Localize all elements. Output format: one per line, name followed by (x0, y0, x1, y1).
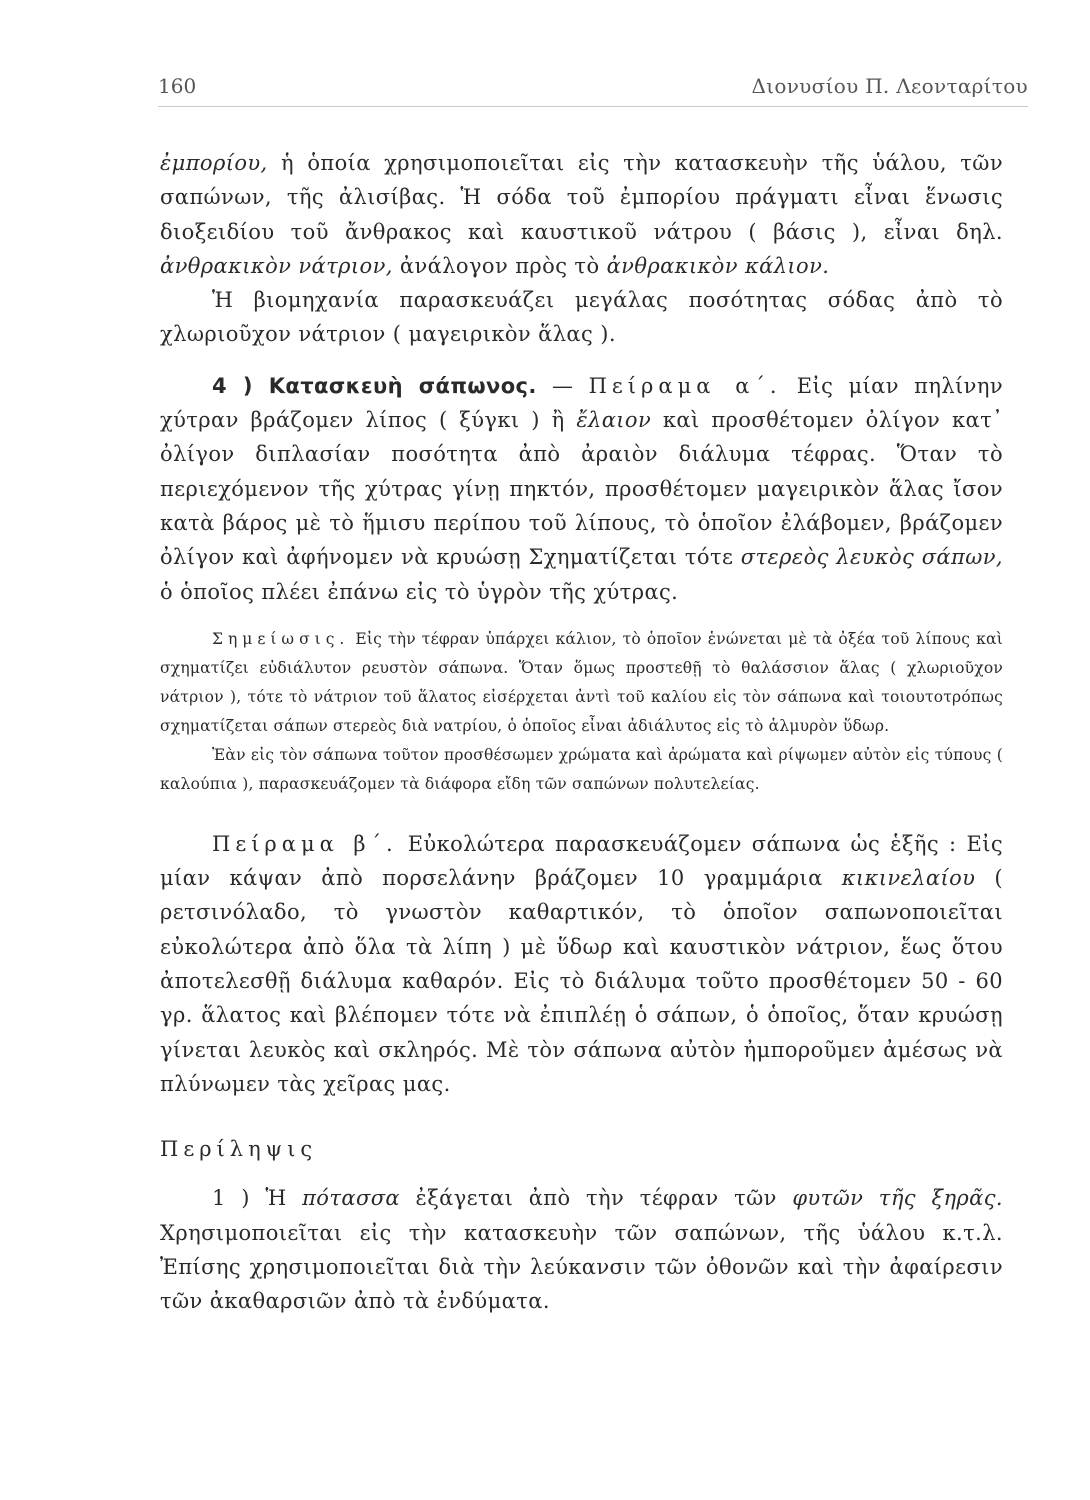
text-run: Εἰς τὴν τέφραν ὑπάρχει κάλιον, τὸ ὁποῖον ἑνώνεται μὲ τὰ ὀξέα τοῦ λίπους καὶ σχηματίζει εὐδιάλυτον ρευστὸν σάπωνα. Ὅταν ὅμως προστεθῇ τὸ θαλάσσιον ἅλας ( χλωριοῦχον νάτριον ), τότε τὸ νάτριον τοῦ ἅλατος εἰσέρχεται ἀντὶ τοῦ καλίου εἰς τὸν σάπωνα καὶ τοιουτοτρόπως σχηματίζεται σάπων στερεὸς διὰ νατρίου, ὁ ὁποῖος εἶναι ἀδιάλυτος εἰς τὸ ἁλμυρὸν ὕδωρ. (160, 629, 1003, 735)
paragraph-soap-section (160, 369, 1003, 609)
italic-text: ἀνθρακικὸν κάλιον. (606, 253, 830, 278)
italic-text: κικινελαίου (841, 866, 976, 891)
section-title: 4 ) Κατασκευὴ σάπωνος. (212, 373, 537, 398)
italic-text: ἔλαιον (576, 408, 652, 433)
summary-heading: Περίληψις (160, 1137, 318, 1162)
experiment-label: Πείραμα β΄. (212, 831, 398, 856)
text-run: καὶ προσθέτομεν ὀλίγον κατ᾽ ὀλίγον διπλασίαν ποσότητα ἀπὸ ἀραιὸν διάλυμα τέφρας. Ὅταν τὸ περιεχόμενον τῆς χύτρας γίνῃ πηκτόν, προσθέτομεν μαγειρικὸν ἅλας ἴσον κατὰ βάρος μὲ τὸ ἥμισυ περίπου τοῦ λίπους, τὸ ὁποῖον ἐλάβομεν, βράζομεν ὀλίγον καὶ ἀφήνομεν νὰ κρυώσῃ Σχηματίζεται τότε (160, 408, 1003, 570)
text-run: ὁ ὁποῖος πλέει ἐπάνω εἰς τὸ ὑγρὸν τῆς χύτρας. (160, 579, 679, 604)
italic-text: στερεὸς λευκὸς σάπων, (740, 545, 1003, 570)
page-body (160, 146, 1003, 1318)
italic-text: ἐμπορίου, (160, 151, 268, 175)
note-paragraph-2: Ἐὰν εἰς τὸν σάπωνα τοῦτον προσθέσωμεν χρώματα καὶ ἀρώματα καὶ ρίψωμεν αὐτὸν εἰς τύπους ( καλούπια ), παρασκευάζομεν τὰ διάφορα εἴδη τῶν σαπώνων πολυτελείας. (160, 745, 1003, 793)
text-run: 1 ) Ἡ (212, 1186, 303, 1211)
paragraph-industry: Ἡ βιομηχανία παρασκευάζει μεγάλας ποσότητας σόδας ἀπὸ τὸ χλωριοῦχον νάτριον ( μαγειρικὸν ἅλας ). (160, 288, 1003, 347)
italic-text: ἀνθρακικὸν νάτριον, (160, 253, 393, 278)
text-run: Εἰς μίαν πηλίνην χύτραν βράζομεν λίπος ( ξύγκι ) ἢ (160, 373, 1003, 433)
note-paragraph (160, 625, 1003, 741)
text-run: Εὐκολώτερα παρασκευάζομεν σάπωνα ὡς ἑξῆς : Εἰς μίαν κάψαν ἀπὸ πορσελάνην βράζομεν 10 γραμμάρια (160, 831, 1003, 891)
text-run: ( ρετσινόλαδο, τὸ γνωστὸν καθαρτικόν, τὸ ὁποῖον σαπωνοποιεῖται εὐκολώτερα ἀπὸ ὅλα τὰ λίπη ) μὲ ὕδωρ καὶ καυστικὸν νάτριον, ἕως ὅτου ἀποτελεσθῇ διάλυμα καθαρόν. Εἰς τὸ διάλυμα τοῦτο προσθέτομεν 50 - 60 γρ. ἅλατος καὶ βλέπομεν τότε νὰ ἐπιπλέῃ ὁ σάπων, ὁ ὁποῖος, ὅταν κρυώσῃ γίνεται λευκὸς καὶ σκληρός. Μὲ τὸν σάπωνα αὐτὸν ἠμποροῦμεν ἀμέσως νὰ πλύνωμεν τὰς χεῖρας μας. (160, 866, 1003, 1096)
dash: — (536, 373, 589, 398)
text-run: ἀνάλογον πρὸς τὸ (392, 253, 607, 278)
text-run: ἐξάγεται ἀπὸ τὴν τέφραν τῶν (400, 1186, 793, 1211)
text-run: Χρησιμοποιεῖται εἰς τὴν κατασκευὴν τῶν σαπώνων, τῆς ὑάλου κ.τ.λ. Ἐπίσης χρησιμοποιεῖται διὰ τὴν λεύκανσιν τῶν ὀθονῶν καὶ τὴν ἀφαίρεσιν τῶν ἀκαθαρσιῶν ἀπὸ τὰ ἐνδύματα. (160, 1220, 1003, 1314)
italic-text: φυτῶν τῆς ξηρᾶς. (792, 1186, 1003, 1211)
italic-text: πότασσα (302, 1186, 401, 1211)
page-number: 160 (158, 74, 197, 98)
paragraph-soda (160, 146, 1003, 283)
page-header (158, 74, 1028, 107)
experiment-label: Πείραμα α΄. (588, 373, 782, 398)
running-title: Διονυσίου Π. Λεονταρίτου (751, 74, 1028, 98)
text-run: ἡ ὁποία χρησιμοποιεῖται εἰς τὴν κατασκευὴν τῆς ὑάλου, τῶν σαπώνων, τῆς ἀλισίβας. Ἡ σόδα τοῦ ἐμπορίου πράγματι εἶναι ἕνωσις διοξειδίου τοῦ ἄνθρακος καὶ καυστικοῦ νάτρου ( βάσις ), εἶναι δηλ. (160, 151, 1003, 244)
paragraph-experiment-b (160, 827, 1003, 1101)
note-label: Σημείωσις. (212, 629, 350, 648)
paragraph-summary-1 (160, 1181, 1003, 1318)
